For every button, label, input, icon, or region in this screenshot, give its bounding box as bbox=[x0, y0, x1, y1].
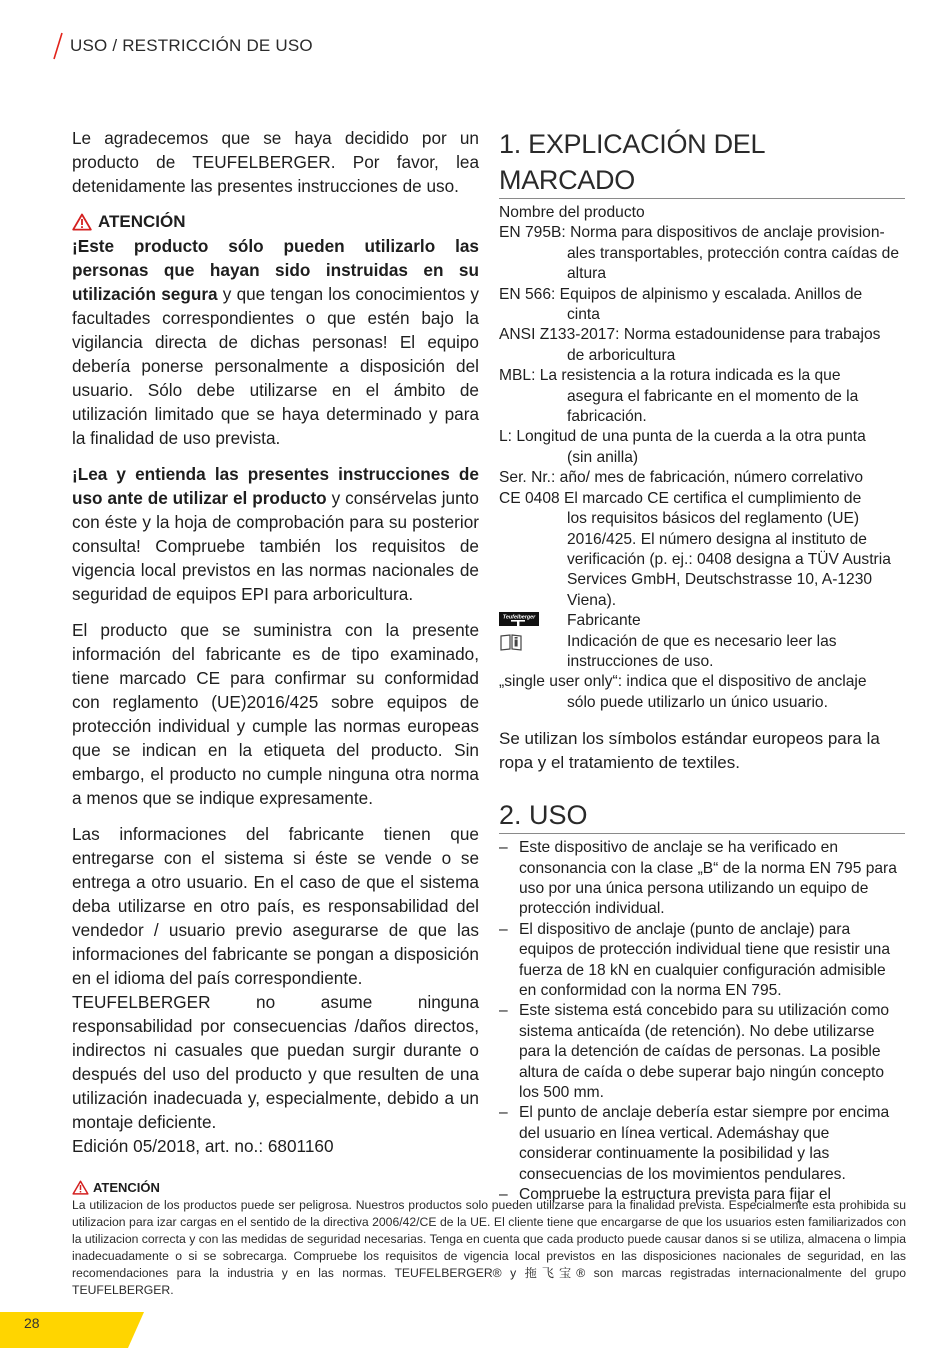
warning-icon bbox=[72, 213, 92, 231]
teufelberger-logo-icon bbox=[499, 612, 539, 626]
read-manual-label: Indicación de que es necesario leer las instrucciones de uso. bbox=[567, 632, 837, 670]
textile-symbols-paragraph: Se utilizan los símbolos estándar europeos para la ropa y el tratamiento de textiles. bbox=[499, 729, 880, 773]
definition-term: CE 0408 El marcado CE certifica el cumplimiento de bbox=[499, 489, 862, 507]
footer-attention-heading bbox=[72, 1180, 906, 1195]
page-number-tab bbox=[0, 1312, 150, 1348]
definition-single-user bbox=[499, 672, 905, 713]
list-item: – Este sistema está concebido para su utilización como sistema anticaída (de retención). No debe utilizarse para la detención de caídas de personas. La posible altura de caída o debe superar bajo ningún concepto los 500 mm. bbox=[499, 1001, 905, 1103]
footer-warning-text: La utilizacion de los productos puede ser peligrosa. Nuestros productos solo pueden utilizarse para la finalidad prevista. Especialmente esta prohibida su utilizacion para izar cargas en el sentido de la directiva 2006/42/CE de la UE. El cliente tiene que encargarse de que los usuarios esten familiarizados con la utilizacion correcta y con las medidas de seguridad necesarias. Tenga en cuenta que cada producto puede causar danos si se utiliza, almacena o limpia inadecuadamente o si se sobrecarga. Compruebe los requisitos de vigencia local previstos en las disposiciones nacionales de seguridad, en las recomendaciones para la industria y en las normas. TEUFELBERGER® y 拖飞宝® son marcas registradas internacionalmente del grupo TEUFELBERGER. bbox=[72, 1198, 906, 1297]
product-name-line: Nombre del producto bbox=[499, 204, 645, 221]
definition-continuation: asegura el fabricante en el momento de la fabricación. bbox=[567, 387, 859, 426]
marking-heading: 1. EXPLICACIÓN DEL MARCADO bbox=[499, 126, 905, 199]
manufacturer-row bbox=[499, 611, 905, 631]
definition-mbl bbox=[499, 366, 905, 427]
read-bold-text: ¡Lea y entienda las presentes instrucciones de uso ante de utilizar el producto bbox=[72, 464, 479, 508]
definition-continuation: los requisitos básicos del reglamento (UE) 2016/425. El número designa al instituto de verificación (p. ej.: 0408 designa a TÜV Austria Services GmbH, Deutschstrasse 10, A-1230 Viena). bbox=[567, 510, 891, 609]
definition-en566 bbox=[499, 285, 905, 326]
use-list bbox=[499, 838, 905, 1205]
definition-length bbox=[499, 427, 905, 468]
definition-continuation: cinta bbox=[567, 306, 600, 324]
manufacturer-info-paragraph: Las informaciones del fabricante tienen que entregarse con el sistema si éste se vende o se entrega a otro usuario. En el caso de que el sistema deba utilizarse en otro país, es responsabilidad del vendedor / usuario previo asegurarse de que las informaciones del fabricante se pongan a disposición en el idioma del país correspondiente. bbox=[72, 824, 479, 988]
definition-term: EN 566: Equipos de alpinismo y escalada. Anillos de bbox=[499, 285, 863, 303]
red-slash-icon bbox=[52, 32, 64, 60]
warning-icon bbox=[72, 1180, 89, 1195]
definition-continuation: ales transportables, protección contra caídas de altura bbox=[567, 244, 899, 283]
read-manual-row bbox=[499, 632, 905, 673]
left-column bbox=[72, 126, 479, 1170]
list-item: – El punto de anclaje debería estar siempre por encima del usuario en línea vertical. Ademáshay que considerar continuamente la posibilidad y las consecuencias de los movimientos pendulares. bbox=[499, 1103, 905, 1185]
read-instructions-paragraph bbox=[72, 462, 479, 606]
page-number: 28 bbox=[24, 1315, 40, 1331]
definition-term: ANSI Z133-2017: Norma estadounidense para trabajos bbox=[499, 326, 881, 344]
section-title: USO / RESTRICCIÓN DE USO bbox=[70, 36, 313, 55]
definition-continuation: de arboricultura bbox=[567, 346, 676, 364]
ce-paragraph: El producto que se suministra con la presente información del fabricante es de tipo examinado, tiene marcado CE para confirmar su conformidad con reglamento (UE)2016/425 sobre equipos de protección individual y cumple las normas europeas que se indican en la etiqueta del producto. Sin embargo, el producto no cumple ninguna otra norma a menos que se indique expresamente. bbox=[72, 620, 479, 808]
footer-warning bbox=[72, 1180, 906, 1299]
right-column bbox=[499, 126, 905, 1205]
use-heading: 2. USO bbox=[499, 797, 905, 834]
intro-paragraph: Le agradecemos que se haya decidido por un producto de TEUFELBERGER. Por favor, lea detenidamente las presentes instrucciones de uso. bbox=[72, 128, 479, 196]
definition-serial bbox=[499, 468, 905, 488]
logo-text: Teufelberger bbox=[502, 614, 536, 621]
attention-paragraph bbox=[72, 234, 479, 450]
manufacturer-label: Fabricante bbox=[567, 612, 641, 630]
definition-term: EN 795B: Norma para dispositivos de anclaje provision- bbox=[499, 224, 885, 242]
liability-paragraph: TEUFELBERGER no asume ninguna responsabilidad por consecuencias /daños directos, indirectos ni casuales que puedan surgir durante o después del uso del producto y que resulten de una utilización inadecuada y, especialmente, debido a un montaje deficiente. bbox=[72, 992, 479, 1132]
definition-ce bbox=[499, 489, 905, 611]
definition-en795b bbox=[499, 223, 905, 284]
list-item: – Este dispositivo de anclaje se ha verificado en consonancia con la clase „B“ de la norma EN 795 para uso por una única persona utilizando un equipo de protección individual. bbox=[499, 838, 905, 920]
footer-attention-label: ATENCIÓN bbox=[93, 1180, 160, 1195]
attention-label: ATENCIÓN bbox=[98, 212, 186, 231]
attention-rest-text: y que tengan los conocimientos y facultades correspondientes o que estén bajo la vigilancia directa de dichas personas! El equipo debería ponerse personalmente a disposición del usuario. Sólo debe utilizarse en el ámbito de utilización limitado que se haya determinado y para la finalidad de uso prevista. bbox=[72, 284, 480, 448]
definition-term: MBL: La resistencia a la rotura indicada es la que bbox=[499, 367, 841, 385]
read-rest-text: y consérvelas junto con éste y la hoja de comprobación para su posterior consulta! Compruebe también los requisitos de vigencia local previstos en las normas nacionales de seguridad de equipos EPI para arboricultura. bbox=[72, 488, 479, 604]
list-item: – El dispositivo de anclaje (punto de anclaje) para equipos de protección individual tiene que resistir una fuerza de 18 kN en cualquier configuración admisible en conformidad con la norma EN 795. bbox=[499, 920, 905, 1002]
definition-continuation: (sin anilla) bbox=[567, 448, 639, 466]
definition-continuation: sólo puede utilizarlo un único usuario. bbox=[567, 693, 828, 711]
definition-term: Ser. Nr.: año/ mes de fabricación, número correlativo bbox=[499, 469, 864, 487]
book-info-icon bbox=[499, 633, 523, 651]
edition-line: Edición 05/2018, art. no.: 6801160 bbox=[72, 1136, 334, 1156]
attention-bold-text: ¡Este producto sólo pueden utilizarlo las personas que hayan sido instruidas en su utilización segura bbox=[72, 236, 479, 304]
attention-heading bbox=[72, 210, 479, 234]
list-item: – Compruebe la estructura prevista para fijar el bbox=[499, 1185, 905, 1205]
definition-ansi bbox=[499, 325, 905, 366]
definition-term: L: Longitud de una punta de la cuerda a la otra punta bbox=[499, 428, 866, 446]
definition-term: „single user only“: indica que el dispositivo de anclaje bbox=[499, 673, 867, 691]
